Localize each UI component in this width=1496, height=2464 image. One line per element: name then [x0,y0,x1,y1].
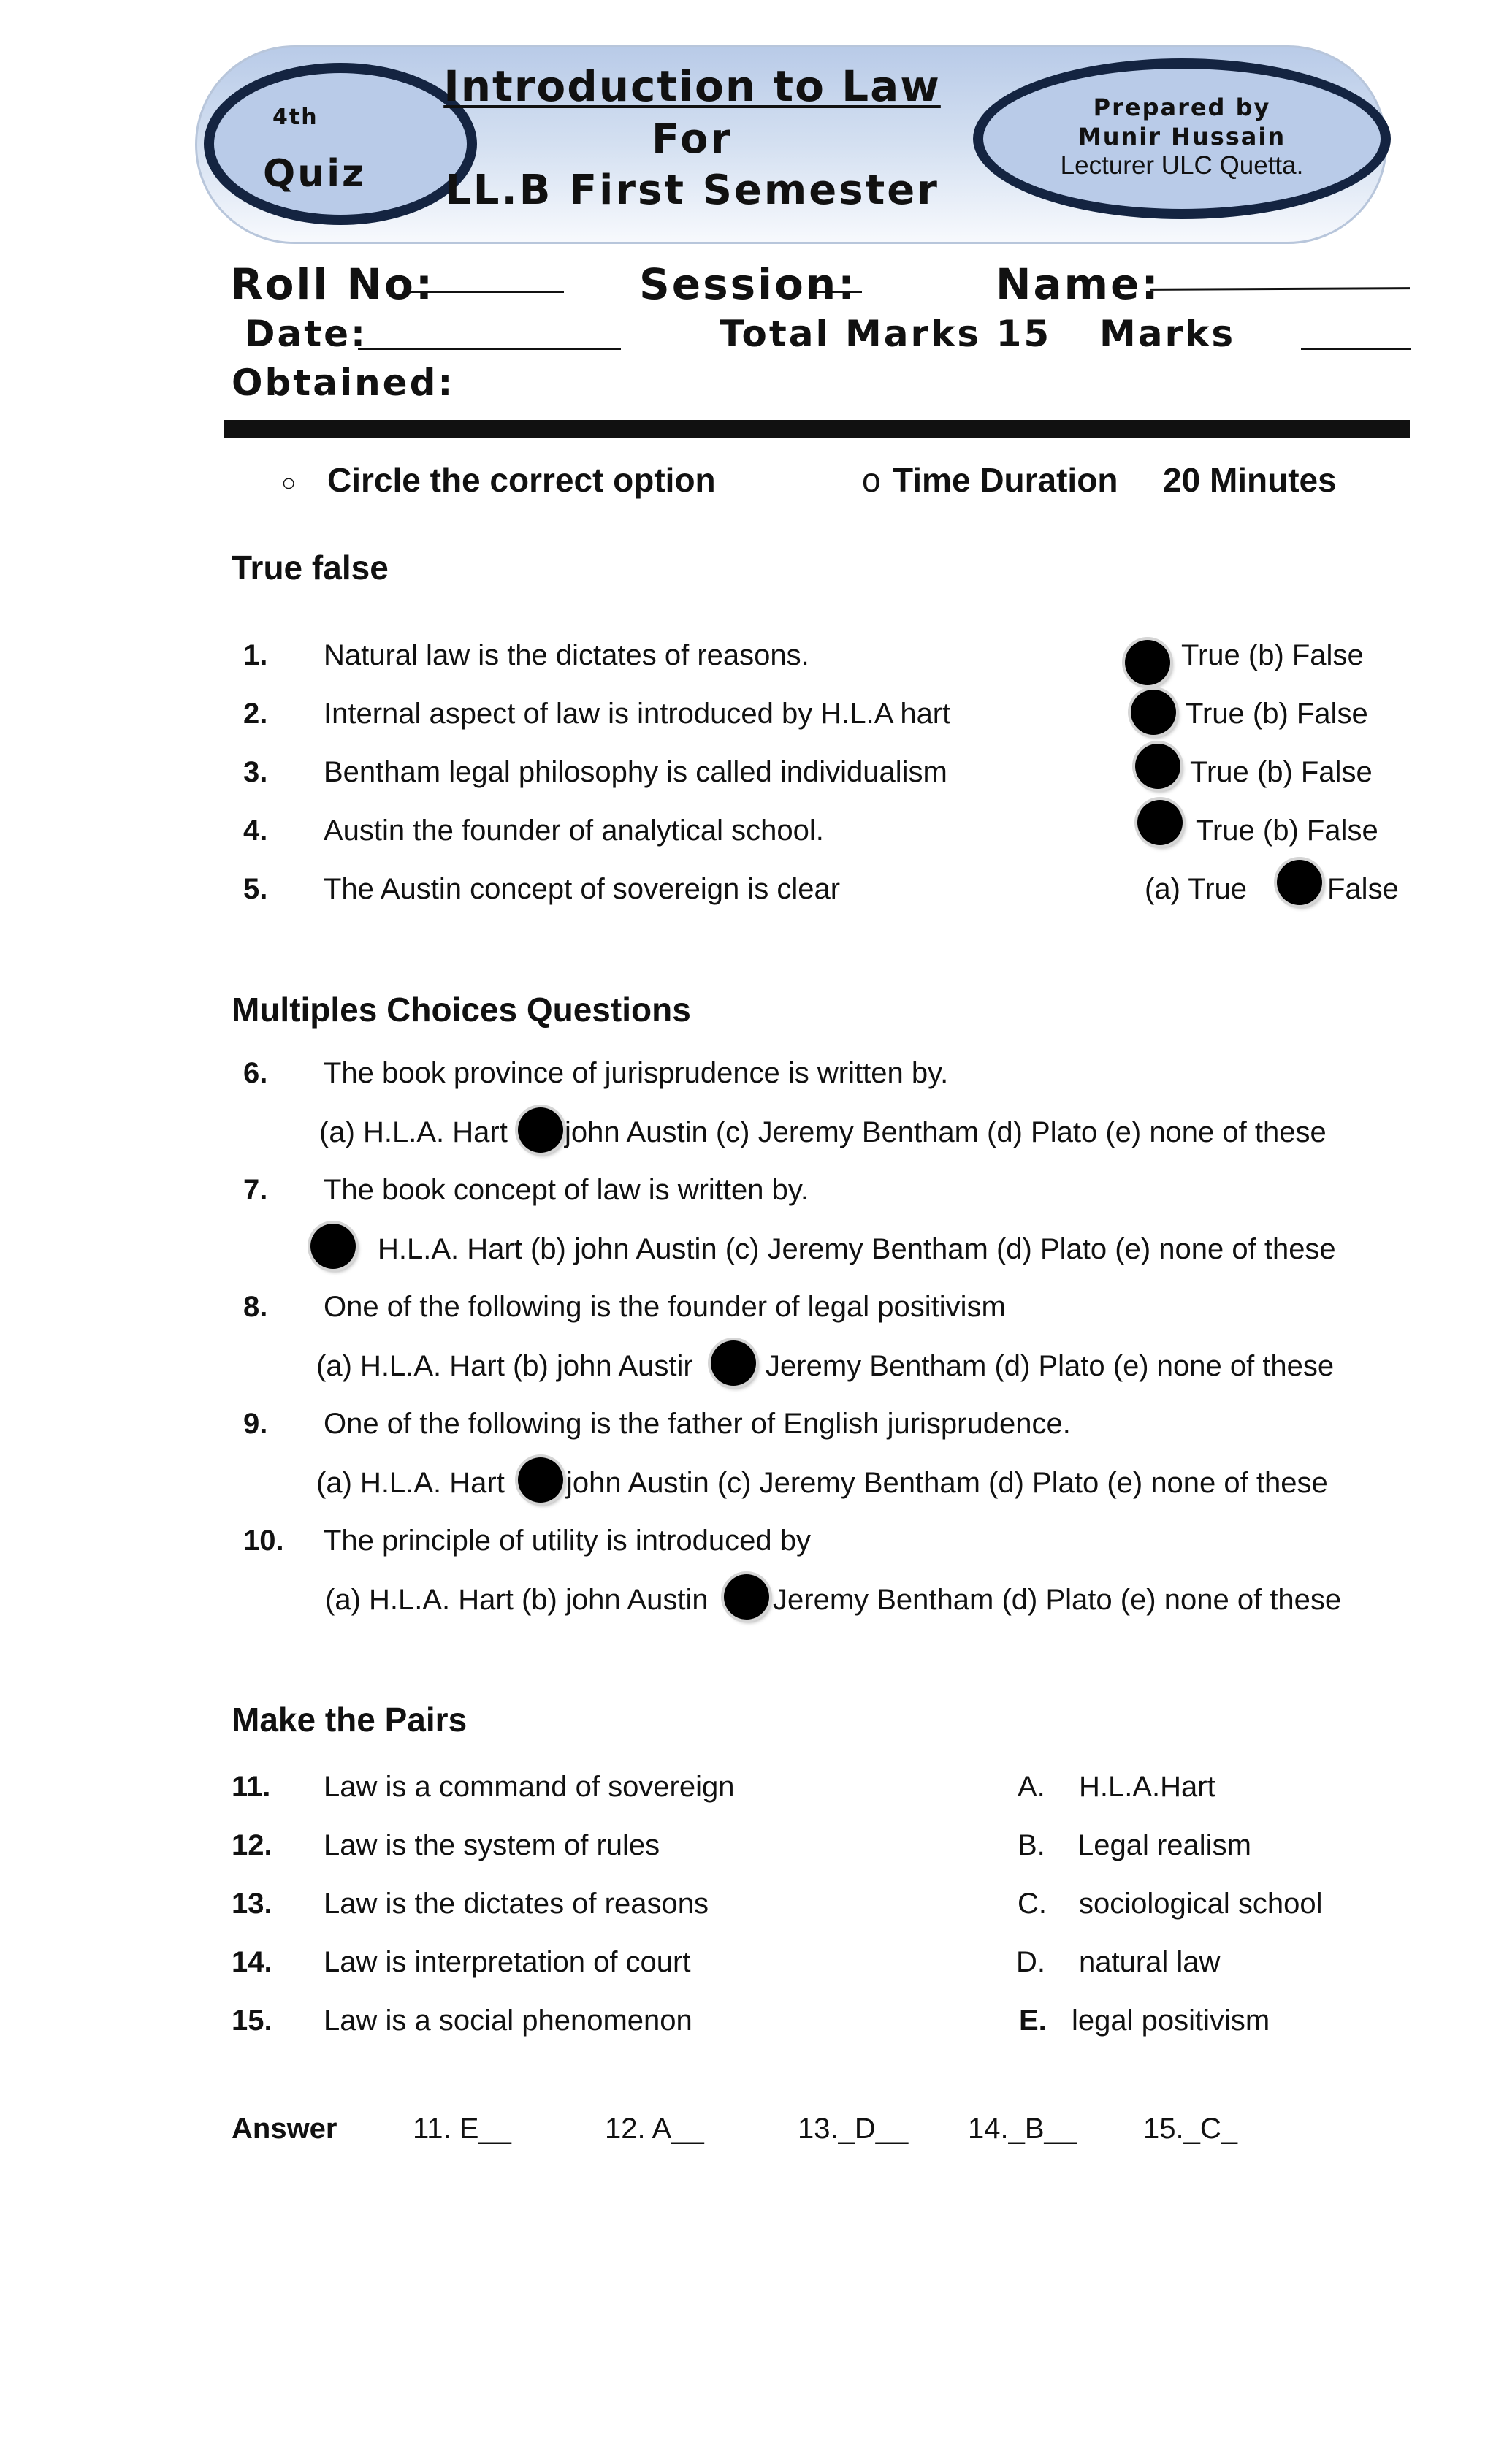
answer-mark[interactable] [1131,690,1176,735]
answer-value: 11. E__ [413,2113,511,2145]
answer-mark[interactable] [711,1340,756,1386]
question-number: 6. [243,1057,268,1089]
question-options: (a) H.L.A. Hart (b) john Austin [325,1584,709,1616]
time-duration-value: 20 Minutes [1163,461,1337,499]
question-text: The principle of utility is introduced by [324,1525,811,1557]
question-number: 7. [243,1174,268,1206]
obtained-label: Obtained: [232,362,455,404]
bullet-icon: ○ [281,469,297,497]
answer-value: 13._D__ [798,2113,909,2145]
question-number: 1. [243,639,268,671]
title-for: For [651,115,733,163]
pair-number: 13. [232,1888,272,1920]
pair-text: Law is a command of sovereign [324,1771,735,1803]
time-duration-label: Time Duration [893,461,1118,499]
question-options: True (b) False [1190,756,1373,788]
question-options: False [1327,873,1399,905]
question-text: One of the following is the father of English jurisprudence. [324,1408,1071,1440]
pair-number: 11. [232,1771,271,1803]
question-text: Bentham legal philosophy is called individualism [324,756,947,788]
question-number: 9. [243,1408,268,1440]
question-options: H.L.A. Hart (b) john Austin (c) Jeremy Bentham (d) Plato (e) none of these [378,1233,1336,1265]
pair-letter: E. [1019,2005,1047,2037]
answer-mark[interactable] [1125,640,1170,685]
answer-mark[interactable] [310,1224,356,1269]
question-options: john Austin (c) Jeremy Bentham (d) Plato (e) none of these [565,1116,1327,1148]
answer-mark[interactable] [1277,860,1322,905]
date-field[interactable] [358,348,621,350]
pair-number: 12. [232,1829,272,1861]
pair-number: 15. [232,2005,272,2037]
question-text: Internal aspect of law is introduced by H.L.A hart [324,698,951,730]
question-options: john Austin (c) Jeremy Bentham (d) Plato (e) none of these [566,1467,1328,1499]
author-title: Lecturer ULC Quetta. [1060,151,1304,180]
name-field[interactable] [1150,287,1410,291]
pair-letter: B. [1018,1829,1045,1861]
section-mcq: Multiples Choices Questions [232,991,691,1029]
total-marks: Total Marks 15 [720,313,1052,355]
answer-value: 15._C_ [1143,2113,1237,2145]
roll-no-label: Roll No: [230,259,435,309]
pair-match: Legal realism [1077,1829,1251,1861]
question-options: (a) H.L.A. Hart [319,1116,508,1148]
question-number: 8. [243,1291,268,1323]
pair-letter: A. [1018,1771,1045,1803]
marks-obtained-field[interactable] [1301,348,1411,350]
answer-mark[interactable] [518,1107,563,1153]
pair-number: 14. [232,1946,272,1978]
answer-mark[interactable] [1137,800,1183,845]
question-text: The book concept of law is written by. [324,1174,809,1206]
answer-label: Answer [232,2113,337,2145]
answer-mark[interactable] [1135,744,1180,789]
pair-match: sociological school [1079,1888,1323,1920]
question-options: Jeremy Bentham (d) Plato (e) none of these [766,1350,1335,1382]
pair-text: Law is a social phenomenon [324,2005,692,2037]
pair-text: Law is the system of rules [324,1829,660,1861]
question-number: 4. [243,815,268,847]
prepared-by-label: Prepared by [1093,94,1271,121]
question-text: One of the following is the founder of legal positivism [324,1291,1006,1323]
pair-text: Law is interpretation of court [324,1946,691,1978]
question-options: (a) H.L.A. Hart [316,1467,505,1499]
pair-match: legal positivism [1072,2005,1270,2037]
question-text: Austin the founder of analytical school. [324,815,824,847]
answer-mark[interactable] [518,1457,563,1503]
question-number: 2. [243,698,268,730]
pair-text: Law is the dictates of reasons [324,1888,709,1920]
answer-value: 14._B__ [968,2113,1077,2145]
question-options: True (b) False [1181,639,1364,671]
question-number: 5. [243,873,268,905]
question-options: (a) True [1145,873,1248,905]
page-title: Introduction to Law [443,61,941,111]
question-options: (a) H.L.A. Hart (b) john Austir [316,1350,693,1382]
quiz-number: 4th [272,104,318,130]
session-field[interactable] [812,291,862,293]
question-number: 10. [243,1525,284,1557]
pair-letter: C. [1018,1888,1047,1920]
answer-mark[interactable] [724,1574,769,1620]
date-label: Date: [245,313,368,355]
roll-no-field[interactable] [409,291,564,293]
section-pairs: Make the Pairs [232,1701,468,1739]
title-semester: LL.B First Semester [445,167,939,214]
question-options: True (b) False [1186,698,1368,730]
bullet-icon: o [862,461,881,499]
pair-match: natural law [1079,1946,1221,1978]
answer-value: 12. A__ [605,2113,704,2145]
quiz-label: Quiz [263,152,367,196]
question-options: Jeremy Bentham (d) Plato (e) none of these [773,1584,1342,1616]
divider [224,420,1410,438]
question-text: Natural law is the dictates of reasons. [324,639,809,671]
question-number: 3. [243,756,268,788]
question-text: The book province of jurisprudence is written by. [324,1057,949,1089]
author-name: Munir Hussain [1077,123,1286,150]
pair-letter: D. [1016,1946,1045,1978]
question-text: The Austin concept of sovereign is clear [324,873,841,905]
marks-label: Marks [1099,313,1236,355]
session-label: Session: [639,259,858,309]
section-true-false: True false [232,549,389,587]
question-options: True (b) False [1196,815,1378,847]
name-label: Name: [996,259,1161,309]
instruction-circle: Circle the correct option [327,461,716,499]
pair-match: H.L.A.Hart [1079,1771,1216,1803]
